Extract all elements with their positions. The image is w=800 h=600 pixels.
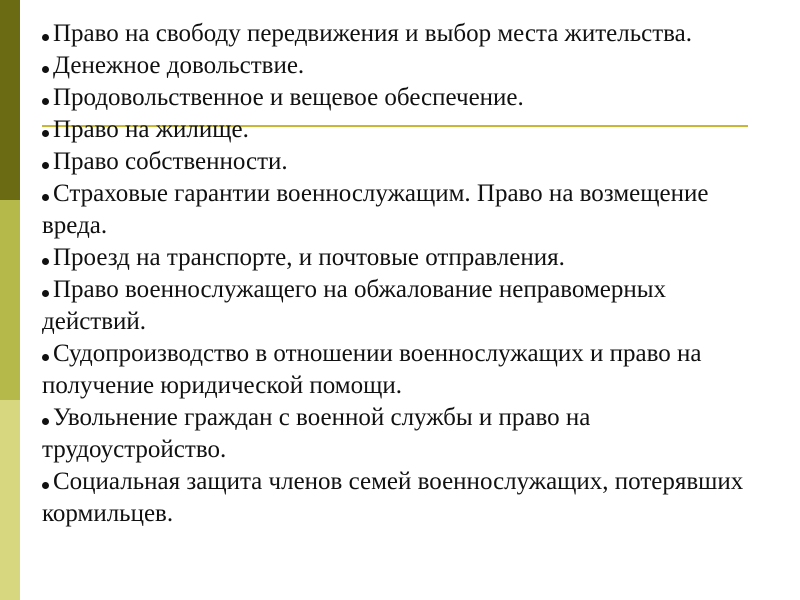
list-item-text: Право военнослужащего на обжалование неправомерных действий. <box>42 276 667 335</box>
bullet-dot-icon <box>42 98 49 105</box>
bullet-dot-icon <box>42 258 49 265</box>
list-item-text: Право на свободу передвижения и выбор места жительства. <box>53 20 692 47</box>
bullet-dot-icon <box>42 418 49 425</box>
list-item <box>42 82 757 114</box>
bullet-list <box>42 18 757 530</box>
list-item-text: Проезд на транспорте, и почтовые отправления. <box>53 244 565 271</box>
bullet-dot-icon <box>42 354 49 361</box>
side-bar-top-segment <box>0 0 20 200</box>
list-item <box>42 146 757 178</box>
bullet-dot-icon <box>42 162 49 169</box>
list-item <box>42 274 757 338</box>
list-item <box>42 466 757 530</box>
list-item-text: Социальная защита членов семей военнослужащих, потерявших кормильцев. <box>42 468 744 527</box>
list-item-text: Страховые гарантии военнослужащим. Право на возмещение вреда. <box>42 180 709 239</box>
list-item <box>42 18 757 50</box>
list-item-text: Право на жилище. <box>53 116 249 143</box>
side-bar-bottom-segment <box>0 400 20 600</box>
list-item <box>42 50 757 82</box>
side-bar-middle-segment <box>0 200 20 400</box>
list-item-text: Денежное довольствие. <box>53 52 305 79</box>
list-item-text: Судопроизводство в отношении военнослужащих и право на получение юридической помощи. <box>42 340 702 399</box>
bullet-dot-icon <box>42 194 49 201</box>
list-item <box>42 338 757 402</box>
list-item <box>42 402 757 466</box>
list-item-text: Продовольственное и вещевое обеспечение. <box>53 84 524 111</box>
bullet-dot-icon <box>42 290 49 297</box>
list-item <box>42 178 757 242</box>
bullet-dot-icon <box>42 66 49 73</box>
list-item-text: Увольнение граждан с военной службы и право на трудоустройство. <box>42 404 591 463</box>
bullet-dot-icon <box>42 34 49 41</box>
bullet-dot-icon <box>42 130 49 137</box>
list-item <box>42 242 757 274</box>
bullet-dot-icon <box>42 482 49 489</box>
list-item <box>42 114 757 146</box>
list-item-text: Право собственности. <box>53 148 288 175</box>
